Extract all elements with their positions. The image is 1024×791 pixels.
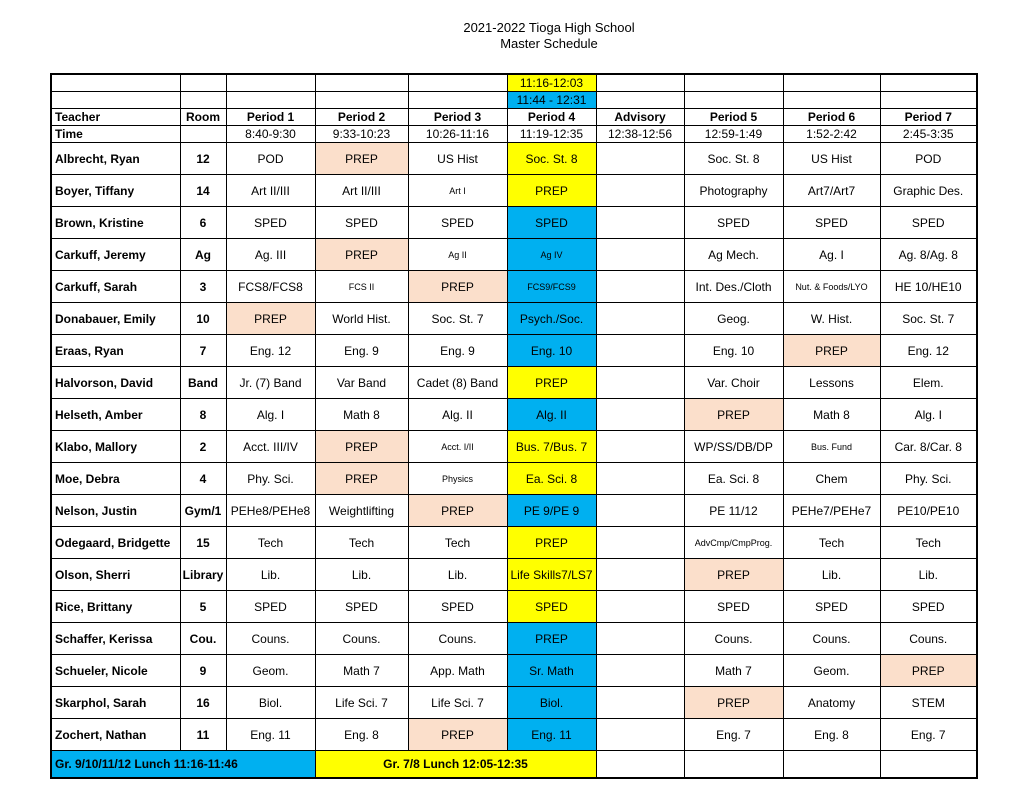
footer-blank-cell	[684, 751, 783, 779]
schedule-row	[51, 175, 977, 207]
period-3-class: Alg. II	[408, 399, 507, 431]
master-schedule-table	[50, 73, 978, 779]
period-7-class: Couns.	[880, 623, 977, 655]
period-6-class: Ag. I	[783, 239, 880, 271]
schedule-row	[51, 335, 977, 367]
teacher-name: Odegaard, Bridgette	[51, 527, 180, 559]
period-5-class: PREP	[684, 687, 783, 719]
period-7-class: Eng. 12	[880, 335, 977, 367]
teacher-name: Schaffer, Kerissa	[51, 623, 180, 655]
period-6-class: Anatomy	[783, 687, 880, 719]
advisory-cell	[596, 623, 684, 655]
period-7-class: Phy. Sci.	[880, 463, 977, 495]
period-5-class: Eng. 7	[684, 719, 783, 751]
period-1-class: Tech	[226, 527, 315, 559]
period-3-class: Tech	[408, 527, 507, 559]
header-period-6: Period 6	[783, 109, 880, 126]
period-2-class: Couns.	[315, 623, 408, 655]
teacher-name: Zochert, Nathan	[51, 719, 180, 751]
title-line-2: Master Schedule	[500, 36, 598, 51]
period-6-class: Art7/Art7	[783, 175, 880, 207]
period-2-class: Weightlifting	[315, 495, 408, 527]
schedule-row	[51, 591, 977, 623]
schedule-row	[51, 623, 977, 655]
period-2-class: PREP	[315, 143, 408, 175]
teacher-name: Eraas, Ryan	[51, 335, 180, 367]
advisory-cell	[596, 559, 684, 591]
period-5-class: WP/SS/DB/DP	[684, 431, 783, 463]
period-1-class: Biol.	[226, 687, 315, 719]
schedule-row	[51, 367, 977, 399]
schedule-row	[51, 495, 977, 527]
period-7-class: Graphic Des.	[880, 175, 977, 207]
teacher-name: Halvorson, David	[51, 367, 180, 399]
schedule-row	[51, 463, 977, 495]
period-2-class: Life Sci. 7	[315, 687, 408, 719]
period-5-class: PREP	[684, 399, 783, 431]
period-6-class: Tech	[783, 527, 880, 559]
time-label: Time	[51, 126, 180, 143]
period-6-class: Couns.	[783, 623, 880, 655]
period-3-class: Couns.	[408, 623, 507, 655]
header-period-2: Period 2	[315, 109, 408, 126]
header-period-4: Period 4	[507, 109, 596, 126]
period-3-class: PREP	[408, 719, 507, 751]
period-1-class: Geom.	[226, 655, 315, 687]
period-1-class: Eng. 12	[226, 335, 315, 367]
period-2-class: World Hist.	[315, 303, 408, 335]
advisory-cell	[596, 495, 684, 527]
period-7-class: Car. 8/Car. 8	[880, 431, 977, 463]
period-4-class: Ag IV	[507, 239, 596, 271]
period-2-class: PREP	[315, 463, 408, 495]
teacher-name: Donabauer, Emily	[51, 303, 180, 335]
footer-blank-cell	[783, 751, 880, 779]
period-4-class: PREP	[507, 527, 596, 559]
advisory-cell	[596, 719, 684, 751]
period-7-class: POD	[880, 143, 977, 175]
header-teacher: Teacher	[51, 109, 180, 126]
period-4-class: Soc. St. 8	[507, 143, 596, 175]
period-3-class: Soc. St. 7	[408, 303, 507, 335]
schedule-row	[51, 655, 977, 687]
period-6-class: Lib.	[783, 559, 880, 591]
time-period-3: 10:26-11:16	[408, 126, 507, 143]
advisory-cell	[596, 687, 684, 719]
period-4-class: PREP	[507, 175, 596, 207]
header-period-7: Period 7	[880, 109, 977, 126]
schedule-row	[51, 271, 977, 303]
room-number: 11	[180, 719, 226, 751]
period-4-class: Ea. Sci. 8	[507, 463, 596, 495]
advisory-cell	[596, 527, 684, 559]
period-5-class: Int. Des./Cloth	[684, 271, 783, 303]
period-3-class: PREP	[408, 271, 507, 303]
period-2-class: Eng. 9	[315, 335, 408, 367]
period-2-class: FCS II	[315, 271, 408, 303]
period-6-class: Lessons	[783, 367, 880, 399]
period-1-class: SPED	[226, 207, 315, 239]
period-3-class: SPED	[408, 207, 507, 239]
room-number: 14	[180, 175, 226, 207]
period-3-class: Acct. I/II	[408, 431, 507, 463]
period-1-class: Phy. Sci.	[226, 463, 315, 495]
period-2-class: Tech	[315, 527, 408, 559]
period-5-class: SPED	[684, 207, 783, 239]
lunch-time-late: 11:44 - 12:31	[507, 92, 596, 109]
period-7-class: Ag. 8/Ag. 8	[880, 239, 977, 271]
period-2-class: PREP	[315, 431, 408, 463]
advisory-cell	[596, 335, 684, 367]
period-2-class: Art II/III	[315, 175, 408, 207]
period-6-class: Bus. Fund	[783, 431, 880, 463]
period-6-class: SPED	[783, 591, 880, 623]
room-number: 16	[180, 687, 226, 719]
period-5-class: PREP	[684, 559, 783, 591]
room-number: Library	[180, 559, 226, 591]
teacher-name: Schueler, Nicole	[51, 655, 180, 687]
teacher-name: Carkuff, Sarah	[51, 271, 180, 303]
room-number: 3	[180, 271, 226, 303]
period-7-class: PREP	[880, 655, 977, 687]
period-1-class: Ag. III	[226, 239, 315, 271]
period-3-class: Lib.	[408, 559, 507, 591]
time-period-5: 12:59-1:49	[684, 126, 783, 143]
lunch-upper-grades: Gr. 9/10/11/12 Lunch 11:16-11:46	[51, 751, 315, 779]
period-4-class: Eng. 11	[507, 719, 596, 751]
advisory-cell	[596, 303, 684, 335]
time-row	[51, 126, 977, 143]
schedule-row	[51, 239, 977, 271]
advisory-cell	[596, 399, 684, 431]
header-period-3: Period 3	[408, 109, 507, 126]
room-number: Cou.	[180, 623, 226, 655]
time-period-4: 11:19-12:35	[507, 126, 596, 143]
period-5-class: Var. Choir	[684, 367, 783, 399]
time-period-7: 2:45-3:35	[880, 126, 977, 143]
period-6-class: Geom.	[783, 655, 880, 687]
period-1-class: PEHe8/PEHe8	[226, 495, 315, 527]
advisory-cell	[596, 655, 684, 687]
period-1-class: Lib.	[226, 559, 315, 591]
advisory-cell	[596, 271, 684, 303]
room-number: Gym/1	[180, 495, 226, 527]
period-1-class: Acct. III/IV	[226, 431, 315, 463]
period-6-class: Math 8	[783, 399, 880, 431]
period-4-class: Biol.	[507, 687, 596, 719]
teacher-name: Boyer, Tiffany	[51, 175, 180, 207]
period-6-class: Eng. 8	[783, 719, 880, 751]
period-4-class: Eng. 10	[507, 335, 596, 367]
period-3-class: Ag II	[408, 239, 507, 271]
lunch-middle-grades: Gr. 7/8 Lunch 12:05-12:35	[315, 751, 596, 779]
period-3-class: US Hist	[408, 143, 507, 175]
period-4-class: Bus. 7/Bus. 7	[507, 431, 596, 463]
period-5-class: AdvCmp/CmpProg.	[684, 527, 783, 559]
header-period-5: Period 5	[684, 109, 783, 126]
room-number: 10	[180, 303, 226, 335]
room-number: 2	[180, 431, 226, 463]
room-number: Ag	[180, 239, 226, 271]
period-7-class: Soc. St. 7	[880, 303, 977, 335]
period-4-class: PREP	[507, 367, 596, 399]
period-7-class: SPED	[880, 207, 977, 239]
time-period-1: 8:40-9:30	[226, 126, 315, 143]
teacher-name: Nelson, Justin	[51, 495, 180, 527]
teacher-name: Olson, Sherri	[51, 559, 180, 591]
advisory-cell	[596, 175, 684, 207]
period-4-class: Sr. Math	[507, 655, 596, 687]
room-number: 6	[180, 207, 226, 239]
schedule-row	[51, 431, 977, 463]
room-number: 5	[180, 591, 226, 623]
period-6-class: US Hist	[783, 143, 880, 175]
period-4-class: SPED	[507, 591, 596, 623]
advisory-cell	[596, 431, 684, 463]
period-5-class: Photography	[684, 175, 783, 207]
period-5-class: Eng. 10	[684, 335, 783, 367]
time-period-6: 1:52-2:42	[783, 126, 880, 143]
period-5-class: Ea. Sci. 8	[684, 463, 783, 495]
period-3-class: Art I	[408, 175, 507, 207]
room-number: Band	[180, 367, 226, 399]
teacher-name: Brown, Kristine	[51, 207, 180, 239]
period-3-class: App. Math	[408, 655, 507, 687]
schedule-row	[51, 687, 977, 719]
period-2-class: Eng. 8	[315, 719, 408, 751]
header-period-1: Period 1	[226, 109, 315, 126]
period-2-class: Var Band	[315, 367, 408, 399]
period-2-class: Lib.	[315, 559, 408, 591]
schedule-row	[51, 399, 977, 431]
period-7-class: Tech	[880, 527, 977, 559]
period-3-class: PREP	[408, 495, 507, 527]
period-4-class: PREP	[507, 623, 596, 655]
period-3-class: Life Sci. 7	[408, 687, 507, 719]
period-7-class: HE 10/HE10	[880, 271, 977, 303]
time-advisory: 12:38-12:56	[596, 126, 684, 143]
footer-blank-cell	[880, 751, 977, 779]
teacher-name: Albrecht, Ryan	[51, 143, 180, 175]
room-number: 15	[180, 527, 226, 559]
period-7-class: Lib.	[880, 559, 977, 591]
teacher-name: Klabo, Mallory	[51, 431, 180, 463]
advisory-cell	[596, 207, 684, 239]
period-6-class: Chem	[783, 463, 880, 495]
period-1-class: Art II/III	[226, 175, 315, 207]
schedule-row	[51, 143, 977, 175]
advisory-cell	[596, 463, 684, 495]
advisory-cell	[596, 367, 684, 399]
period-2-class: SPED	[315, 207, 408, 239]
period-6-class: W. Hist.	[783, 303, 880, 335]
period-5-class: Ag Mech.	[684, 239, 783, 271]
time-period-2: 9:33-10:23	[315, 126, 408, 143]
lunch-time-row-2	[51, 92, 977, 109]
schedule-row	[51, 303, 977, 335]
schedule-row	[51, 559, 977, 591]
period-7-class: STEM	[880, 687, 977, 719]
period-2-class: SPED	[315, 591, 408, 623]
schedule-row	[51, 719, 977, 751]
period-4-class: Psych./Soc.	[507, 303, 596, 335]
lunch-time-row-1	[51, 74, 977, 92]
period-7-class: Eng. 7	[880, 719, 977, 751]
period-4-class: PE 9/PE 9	[507, 495, 596, 527]
period-4-class: FCS9/FCS9	[507, 271, 596, 303]
period-1-class: Alg. I	[226, 399, 315, 431]
period-7-class: Elem.	[880, 367, 977, 399]
period-2-class: Math 7	[315, 655, 408, 687]
room-number: 7	[180, 335, 226, 367]
period-3-class: Cadet (8) Band	[408, 367, 507, 399]
lunch-footer-row	[51, 751, 977, 779]
room-number: 8	[180, 399, 226, 431]
period-5-class: Couns.	[684, 623, 783, 655]
period-4-class: Life Skills7/LS7	[507, 559, 596, 591]
period-4-class: Alg. II	[507, 399, 596, 431]
period-2-class: Math 8	[315, 399, 408, 431]
period-5-class: Geog.	[684, 303, 783, 335]
room-number: 4	[180, 463, 226, 495]
advisory-cell	[596, 143, 684, 175]
period-7-class: SPED	[880, 591, 977, 623]
document-title	[0, 20, 1024, 52]
period-5-class: Math 7	[684, 655, 783, 687]
header-room: Room	[180, 109, 226, 126]
title-line-1: 2021-2022 Tioga High School	[463, 20, 635, 35]
header-advisory: Advisory	[596, 109, 684, 126]
period-1-class: FCS8/FCS8	[226, 271, 315, 303]
period-2-class: PREP	[315, 239, 408, 271]
period-1-class: PREP	[226, 303, 315, 335]
period-6-class: Nut. & Foods/LYO	[783, 271, 880, 303]
teacher-name: Carkuff, Jeremy	[51, 239, 180, 271]
period-1-class: Eng. 11	[226, 719, 315, 751]
room-number: 12	[180, 143, 226, 175]
lunch-time-early: 11:16-12:03	[507, 74, 596, 92]
period-5-class: Soc. St. 8	[684, 143, 783, 175]
teacher-name: Helseth, Amber	[51, 399, 180, 431]
schedule-row	[51, 527, 977, 559]
teacher-name: Rice, Brittany	[51, 591, 180, 623]
period-6-class: PEHe7/PEHe7	[783, 495, 880, 527]
time-room-blank	[180, 126, 226, 143]
period-1-class: POD	[226, 143, 315, 175]
period-5-class: PE 11/12	[684, 495, 783, 527]
advisory-cell	[596, 591, 684, 623]
period-7-class: PE10/PE10	[880, 495, 977, 527]
period-3-class: Physics	[408, 463, 507, 495]
period-3-class: SPED	[408, 591, 507, 623]
period-1-class: SPED	[226, 591, 315, 623]
period-1-class: Couns.	[226, 623, 315, 655]
header-row	[51, 109, 977, 126]
advisory-cell	[596, 239, 684, 271]
schedule-row	[51, 207, 977, 239]
footer-blank-cell	[596, 751, 684, 779]
period-4-class: SPED	[507, 207, 596, 239]
room-number: 9	[180, 655, 226, 687]
period-6-class: SPED	[783, 207, 880, 239]
period-3-class: Eng. 9	[408, 335, 507, 367]
period-1-class: Jr. (7) Band	[226, 367, 315, 399]
period-5-class: SPED	[684, 591, 783, 623]
period-7-class: Alg. I	[880, 399, 977, 431]
teacher-name: Skarphol, Sarah	[51, 687, 180, 719]
teacher-name: Moe, Debra	[51, 463, 180, 495]
period-6-class: PREP	[783, 335, 880, 367]
